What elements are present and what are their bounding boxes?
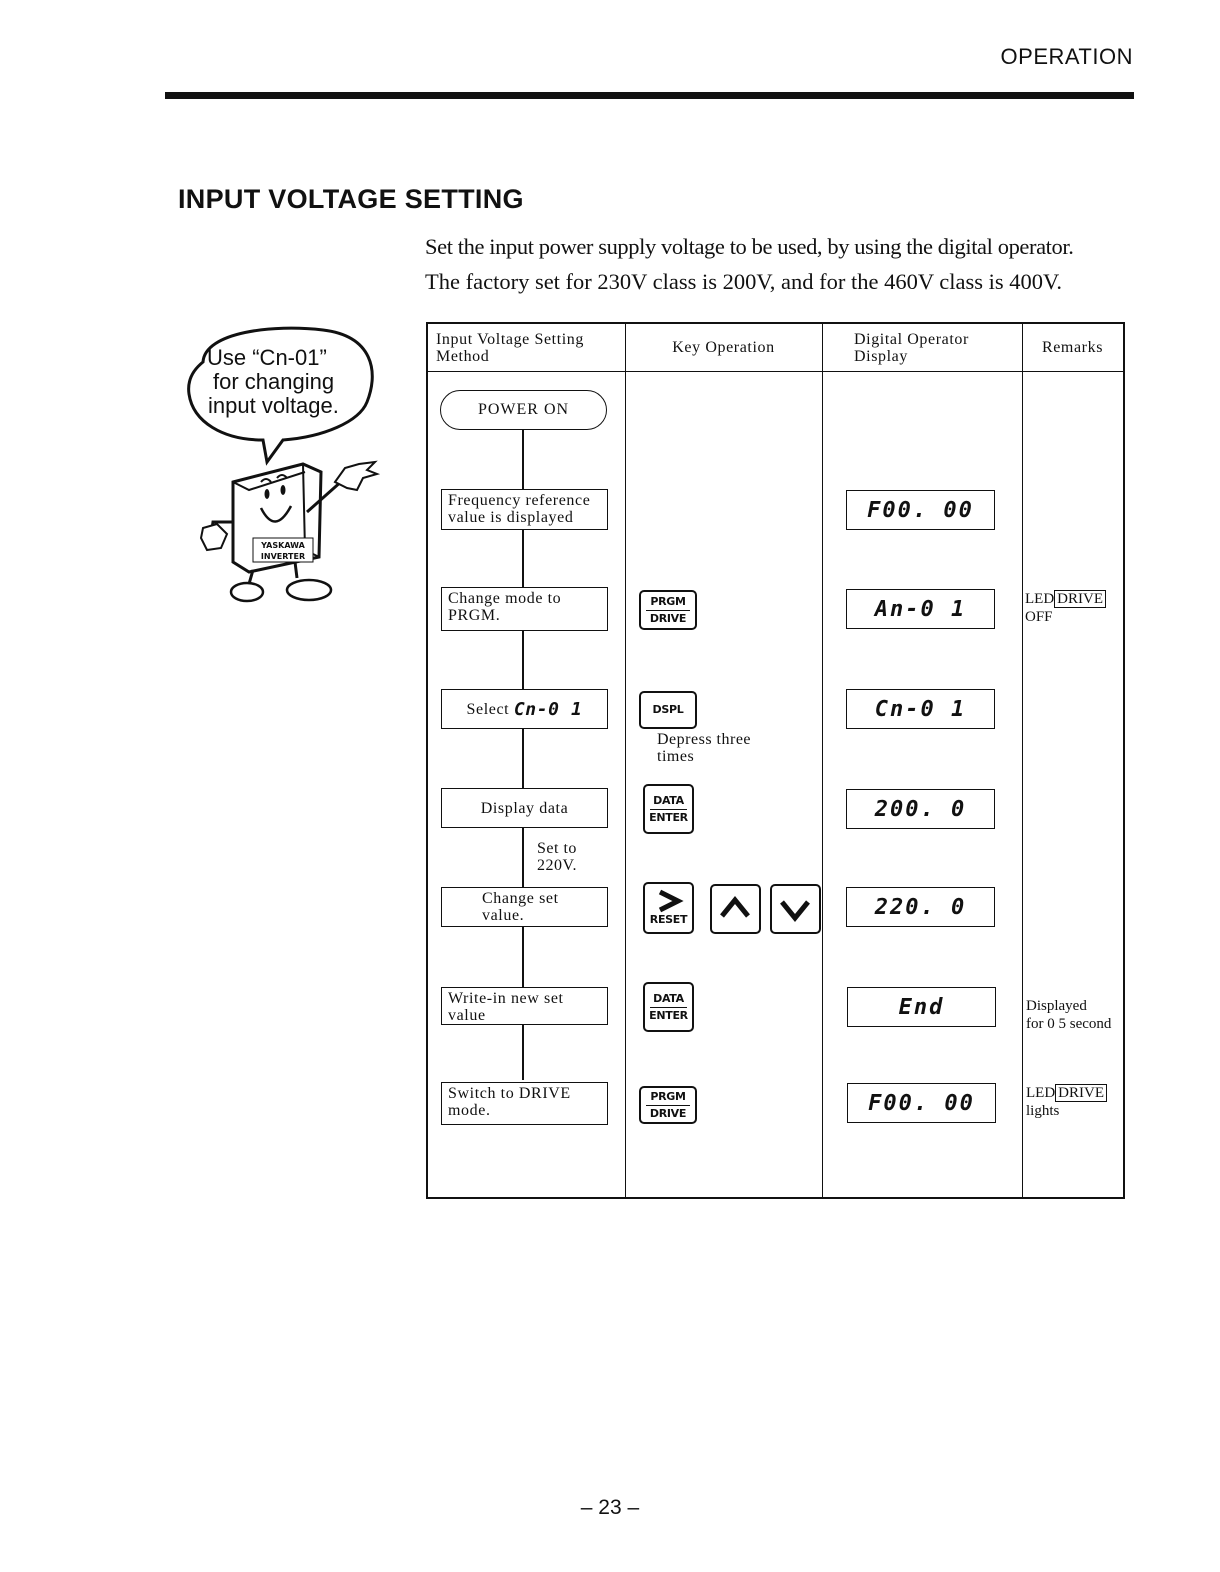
remark-led-off: LED DRIVE OFF [1025,590,1106,626]
power-on-box: POWER ON [440,390,607,430]
step-switch-drive: Switch to DRIVE mode. [441,1082,608,1125]
display-2000: 200. 0 [846,789,995,829]
header-method: Input Voltage Setting Method [436,330,585,365]
bubble-line-2: for changing [213,369,335,394]
col-divider [625,324,626,1197]
up-arrow-key[interactable] [710,884,761,934]
display-end: End [847,987,996,1027]
header-divider [428,371,1123,372]
prgm-drive-key-2[interactable]: PRGM DRIVE [639,1086,697,1124]
col-divider [822,324,823,1197]
remark-displayed: Displayed for 0 5 second [1026,998,1112,1032]
header-rule [165,92,1134,99]
speech-bubble [207,346,339,418]
data-enter-key[interactable]: DATA ENTER [643,784,694,834]
right-arrow-icon [654,889,684,913]
display-2200: 220. 0 [846,887,995,927]
depress-three-times-note: Depress three times [657,731,752,765]
section-label: OPERATION [1000,44,1133,69]
page-title: INPUT VOLTAGE SETTING [178,184,524,214]
dspl-key[interactable]: DSPL [639,691,697,729]
header-remarks: Remarks [1041,339,1104,356]
reset-key[interactable]: RESET [643,882,694,934]
header-display: Digital Operator Display [854,330,969,365]
intro-line-1: Set the input power supply voltage to be used, by using the digital operator. [425,234,1074,259]
logo-text-1: YASKAWA [261,541,305,550]
down-arrow-icon [772,886,818,931]
down-arrow-key[interactable] [770,884,821,934]
up-arrow-icon [712,886,758,931]
bubble-line-1: Use “Cn-01” [207,345,327,370]
logo-text-2: INVERTER [260,552,306,561]
bubble-line-3: input voltage. [208,393,339,418]
step-change-set-value: Change set value. [441,887,608,927]
display-cn01: Cn-0 1 [846,689,995,729]
display-f00-final: F00. 00 [847,1083,996,1123]
data-enter-key-2[interactable]: DATA ENTER [643,982,694,1032]
step-select-cn01: Select Cn-0 1 [441,689,608,729]
set-to-note: Set to 220V. [537,840,577,874]
header-key-operation: Key Operation [672,339,775,356]
step-write-in: Write-in new set value [441,987,608,1025]
prgm-drive-key[interactable]: PRGM DRIVE [639,590,697,630]
page-number: – 23 – [580,1496,640,1519]
intro-line-2: The factory set for 230V class is 200V, and for the 460V class is 400V. [425,269,1062,294]
display-f00: F00. 00 [846,490,995,530]
procedure-table [426,322,1125,1199]
display-an01: An-0 1 [846,589,995,629]
remark-led-lights: LED DRIVE lights [1026,1084,1107,1120]
col-divider [1022,324,1023,1197]
step-change-mode-prgm: Change mode to PRGM. [441,587,608,631]
step-frequency-reference: Frequency reference value is displayed [441,489,608,530]
step-display-data: Display data [441,788,608,828]
